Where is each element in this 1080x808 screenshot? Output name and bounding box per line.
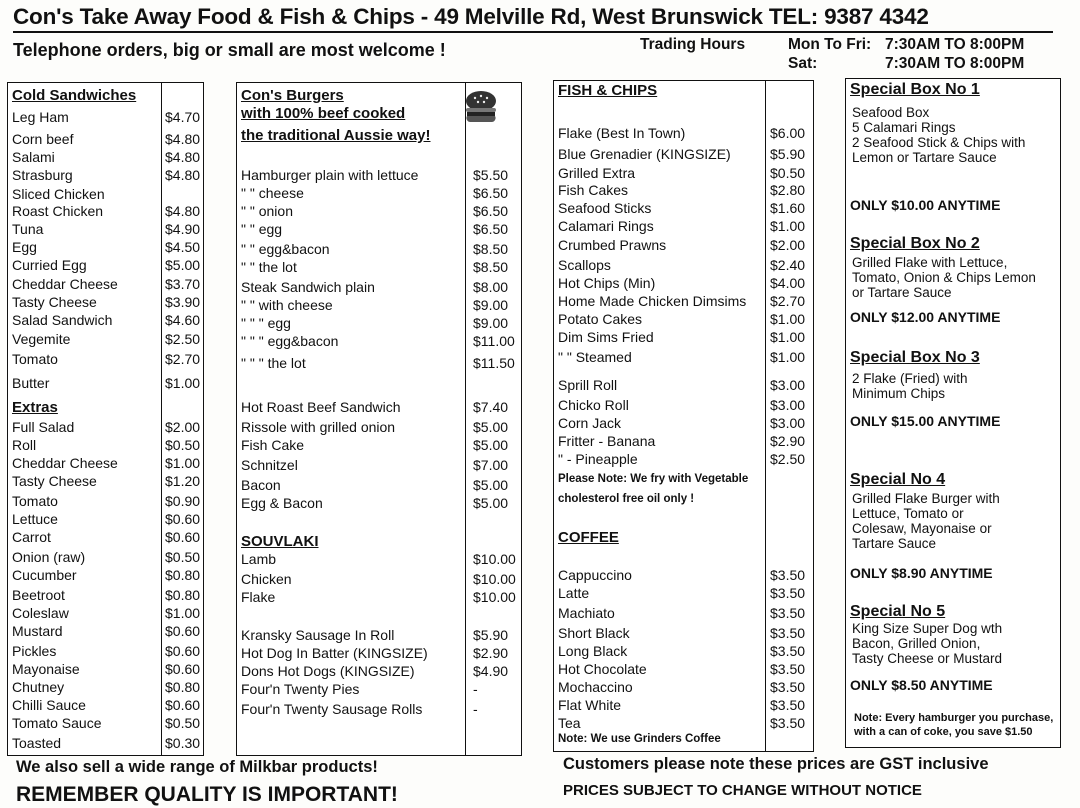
item-name: Carrot [12,529,51,545]
item-price: $5.00 [473,419,509,435]
item-name: Hot Chips (Min) [558,275,656,291]
menu-note: Note: We use Grinders Coffee [558,733,721,745]
item-price: $2.70 [165,351,201,367]
item-name: Butter [12,375,50,391]
section-heading: the traditional Aussie way! [241,127,431,144]
special-title: Special No 4 [850,471,946,488]
burger-icon [463,89,499,125]
item-name: Pickles [12,643,57,659]
item-name: Fish Cake [241,437,305,453]
section-heading: SOUVLAKI [241,533,319,550]
item-price: $2.70 [770,293,806,309]
item-price: $8.00 [473,279,509,295]
hours-days: Mon To Fri: [788,36,872,53]
gst-text: Customers please note these prices are GST inclusive [563,755,989,773]
special-price: ONLY $10.00 ANYTIME [850,197,1001,213]
item-price: $4.00 [770,275,806,291]
item-name: Tuna [12,221,44,237]
item-price: $7.00 [473,457,509,473]
item-name: Mochaccino [558,679,633,695]
item-name: Tea [558,715,581,731]
item-name: Corn beef [12,131,74,147]
item-price: $4.50 [165,239,201,255]
item-name: Coleslaw [12,605,69,621]
item-price: $4.80 [165,131,201,147]
item-name: " - Pineapple [558,451,638,467]
item-name: Scallops [558,257,611,273]
item-price: $0.90 [165,493,201,509]
item-price: $0.50 [165,715,201,731]
item-name: Flat White [558,697,622,713]
item-price: $10.00 [473,589,516,605]
item-name: Latte [558,585,590,601]
price-divider [765,81,766,751]
item-name: Full Salad [12,419,75,435]
item-price: $10.00 [473,551,516,567]
item-name: Egg [12,239,37,255]
item-name: Four'n Twenty Sausage Rolls [241,701,423,717]
item-name: Leg Ham [12,109,69,125]
item-price: $3.70 [165,276,201,292]
item-price: $3.50 [770,679,806,695]
item-name: Blue Grenadier (KINGSIZE) [558,146,731,162]
item-name: " " " the lot [241,355,306,371]
item-name: Flake [241,589,276,605]
special-price: ONLY $15.00 ANYTIME [850,413,1001,429]
section-heading: Con's Burgers [241,87,344,104]
item-price: $3.00 [770,415,806,431]
special-description: Grilled Flake Burger with Lettuce, Tomato or Colesaw, Mayonaise or Tartare Sauce [852,491,1000,551]
item-name: Cheddar Cheese [12,455,118,471]
item-name: Long Black [558,643,628,659]
item-price: $9.00 [473,315,509,331]
item-name: Grilled Extra [558,165,636,181]
item-name: Roll [12,437,37,453]
item-name: " " " egg&bacon [241,333,339,349]
item-price: $0.50 [770,165,806,181]
item-price: $3.00 [770,377,806,393]
item-name: " " Steamed [558,349,632,365]
item-name: Rissole with grilled onion [241,419,396,435]
special-title: Special No 5 [850,603,946,620]
item-price: $4.80 [165,149,201,165]
item-name: Beetroot [12,587,65,603]
item-price: $2.00 [770,237,806,253]
item-price: $7.40 [473,399,509,415]
trading-hours-label: Trading Hours [640,36,746,53]
section-heading: Extras [12,399,58,416]
item-price: $10.00 [473,571,516,587]
item-price: $3.00 [770,397,806,413]
price-change-text: PRICES SUBJECT TO CHANGE WITHOUT NOTICE [563,782,922,799]
item-name: Corn Jack [558,415,622,431]
item-name: " " cheese [241,185,304,201]
item-name: Chilli Sauce [12,697,86,713]
item-name: Tasty Cheese [12,294,97,310]
item-price: $0.80 [165,567,201,583]
item-price: $4.70 [165,109,201,125]
item-price: $5.00 [165,257,201,273]
specials-panel [845,78,1061,748]
item-name: Onion (raw) [12,549,86,565]
item-price: $3.50 [770,625,806,641]
item-name: Fritter - Banana [558,433,656,449]
item-price: $0.30 [165,735,201,751]
item-price: $5.00 [473,495,509,511]
hamburger-coke-note: Note: Every hamburger you purchase, with a can of coke, you save $1.50 [854,712,1054,738]
item-price: $3.50 [770,661,806,677]
item-name: " " the lot [241,259,297,275]
item-name: Mustard [12,623,63,639]
item-name: Fish Cakes [558,182,629,198]
item-price: $2.50 [165,331,201,347]
item-price: $3.50 [770,567,806,583]
item-name: Tomato Sauce [12,715,102,731]
item-price: $3.50 [770,715,806,731]
item-price: $4.90 [165,221,201,237]
item-price: $2.90 [770,433,806,449]
item-name: Chicko Roll [558,397,629,413]
item-price: $1.00 [165,605,201,621]
item-name: Cucumber [12,567,77,583]
special-description: Seafood Box 5 Calamari Rings 2 Seafood Stick & Chips with Lemon or Tartare Sauce [852,105,1026,165]
item-price: $2.00 [165,419,201,435]
price-divider [161,83,162,755]
item-price: $1.20 [165,473,201,489]
item-price: $5.50 [473,167,509,183]
special-description: King Size Super Dog wth Bacon, Grilled Onion, Tasty Cheese or Mustard [852,621,1003,666]
item-price: $4.60 [165,312,201,328]
special-title: Special Box No 3 [850,349,980,366]
item-price: $1.00 [165,455,201,471]
item-price: $0.60 [165,661,201,677]
item-price: $1.00 [770,349,806,365]
item-name: Cheddar Cheese [12,276,118,292]
item-name: Egg & Bacon [241,495,323,511]
item-price: $1.60 [770,200,806,216]
item-price: $4.80 [165,203,201,219]
item-name: Steak Sandwich plain [241,279,375,295]
item-name: Curried Egg [12,257,87,273]
item-name: Toasted [12,735,62,751]
item-name: Flake (Best In Town) [558,125,686,141]
item-name: Tasty Cheese [12,473,97,489]
item-price: $6.00 [770,125,806,141]
item-price: $1.00 [165,375,201,391]
special-price: ONLY $8.50 ANYTIME [850,677,993,693]
item-name: Calamari Rings [558,218,654,234]
item-price: $0.60 [165,623,201,639]
item-name: " " with cheese [241,297,333,313]
item-name: Machiato [558,605,615,621]
item-name: Home Made Chicken Dimsims [558,293,747,309]
item-price: $11.50 [473,355,515,371]
item-name: Salad Sandwich [12,312,113,328]
item-price: $4.80 [165,167,201,183]
item-price: $1.00 [770,329,806,345]
item-price: $0.60 [165,697,201,713]
item-price: $1.00 [770,218,806,234]
item-price: $5.00 [473,477,509,493]
section-heading: Cold Sandwiches [12,87,137,104]
item-price: $0.80 [165,587,201,603]
item-name: Potato Cakes [558,311,643,327]
special-price: ONLY $12.00 ANYTIME [850,309,1001,325]
item-name: " " egg&bacon [241,241,330,257]
hours-time: 7:30AM TO 8:00PM [885,36,1025,53]
special-title: Special Box No 1 [850,81,980,98]
item-price: $9.00 [473,297,509,313]
item-name: " " " egg [241,315,291,331]
item-name: Roast Chicken [12,203,104,219]
item-name: Hot Roast Beef Sandwich [241,399,401,415]
menu-title: Con's Take Away Food & Fish & Chips - 49 Melville Rd, West Brunswick TEL: 9387 4342 [13,4,1053,33]
item-name: Mayonaise [12,661,80,677]
item-price: $3.50 [770,605,806,621]
quality-text: REMEMBER QUALITY IS IMPORTANT! [16,783,398,806]
item-price: $0.50 [165,437,201,453]
item-price: $5.00 [473,437,509,453]
item-name: Kransky Sausage In Roll [241,627,395,643]
item-price: $6.50 [473,221,509,237]
item-price: $6.50 [473,203,509,219]
item-price: $8.50 [473,241,509,257]
milkbar-text: We also sell a wide range of Milkbar products! [16,758,378,776]
item-price: $2.90 [473,645,509,661]
item-name: Hot Dog In Batter (KINGSIZE) [241,645,428,661]
item-name: Lamb [241,551,277,567]
item-name: Dim Sims Fried [558,329,654,345]
item-price: $1.00 [770,311,806,327]
section-heading: with 100% beef cooked [241,105,406,122]
item-name: Sliced Chicken [12,186,105,202]
item-name: Cappuccino [558,567,632,583]
item-price: - [473,701,478,717]
item-price: $0.50 [165,549,201,565]
burgers-panel [236,82,522,756]
item-price: $8.50 [473,259,509,275]
special-description: Grilled Flake with Lettuce, Tomato, Onion & Chips Lemon or Tartare Sauce [852,255,1036,300]
item-price: $5.90 [770,146,806,162]
item-price: $5.90 [473,627,509,643]
item-name: Four'n Twenty Pies [241,681,360,697]
item-name: Hamburger plain with lettuce [241,167,419,183]
item-name: Strasburg [12,167,73,183]
item-price: $3.50 [770,585,806,601]
item-price: $0.60 [165,511,201,527]
item-name: Hot Chocolate [558,661,647,677]
hours-time: 7:30AM TO 8:00PM [885,55,1025,72]
fish-chips-panel [553,80,814,752]
item-name: Chicken [241,571,292,587]
item-price: $3.50 [770,643,806,659]
item-name: Salami [12,149,55,165]
section-heading: FISH & CHIPS [558,82,658,99]
item-name: " " egg [241,221,283,237]
item-price: $2.50 [770,451,806,467]
cold-sandwiches-panel [7,82,204,756]
item-name: Vegemite [12,331,71,347]
hours-days: Sat: [788,55,818,72]
item-name: Short Black [558,625,630,641]
item-price: $11.00 [473,333,515,349]
item-name: Crumbed Prawns [558,237,667,253]
item-name: Dons Hot Dogs (KINGSIZE) [241,663,415,679]
menu-note: cholesterol free oil only ! [558,493,695,505]
item-name: Chutney [12,679,65,695]
item-price: $6.50 [473,185,509,201]
special-title: Special Box No 2 [850,235,980,252]
price-divider [465,83,466,755]
item-name: " " onion [241,203,293,219]
item-name: Tomato [12,351,58,367]
special-description: 2 Flake (Fried) with Minimum Chips [852,371,968,401]
item-price: $2.80 [770,182,806,198]
item-name: Sprill Roll [558,377,618,393]
item-price: $3.90 [165,294,201,310]
item-price: $2.40 [770,257,806,273]
item-name: Lettuce [12,511,58,527]
item-name: Seafood Sticks [558,200,652,216]
item-price: $0.60 [165,529,201,545]
special-price: ONLY $8.90 ANYTIME [850,565,993,581]
section-heading: COFFEE [558,529,619,546]
item-price: - [473,681,478,697]
item-name: Tomato [12,493,58,509]
item-name: Bacon [241,477,281,493]
item-name: Schnitzel [241,457,298,473]
item-price: $0.80 [165,679,201,695]
item-price: $4.90 [473,663,509,679]
menu-note: Please Note: We fry with Vegetable [558,473,749,485]
item-price: $3.50 [770,697,806,713]
item-price: $0.60 [165,643,201,659]
welcome-text: Telephone orders, big or small are most welcome ! [13,40,446,60]
